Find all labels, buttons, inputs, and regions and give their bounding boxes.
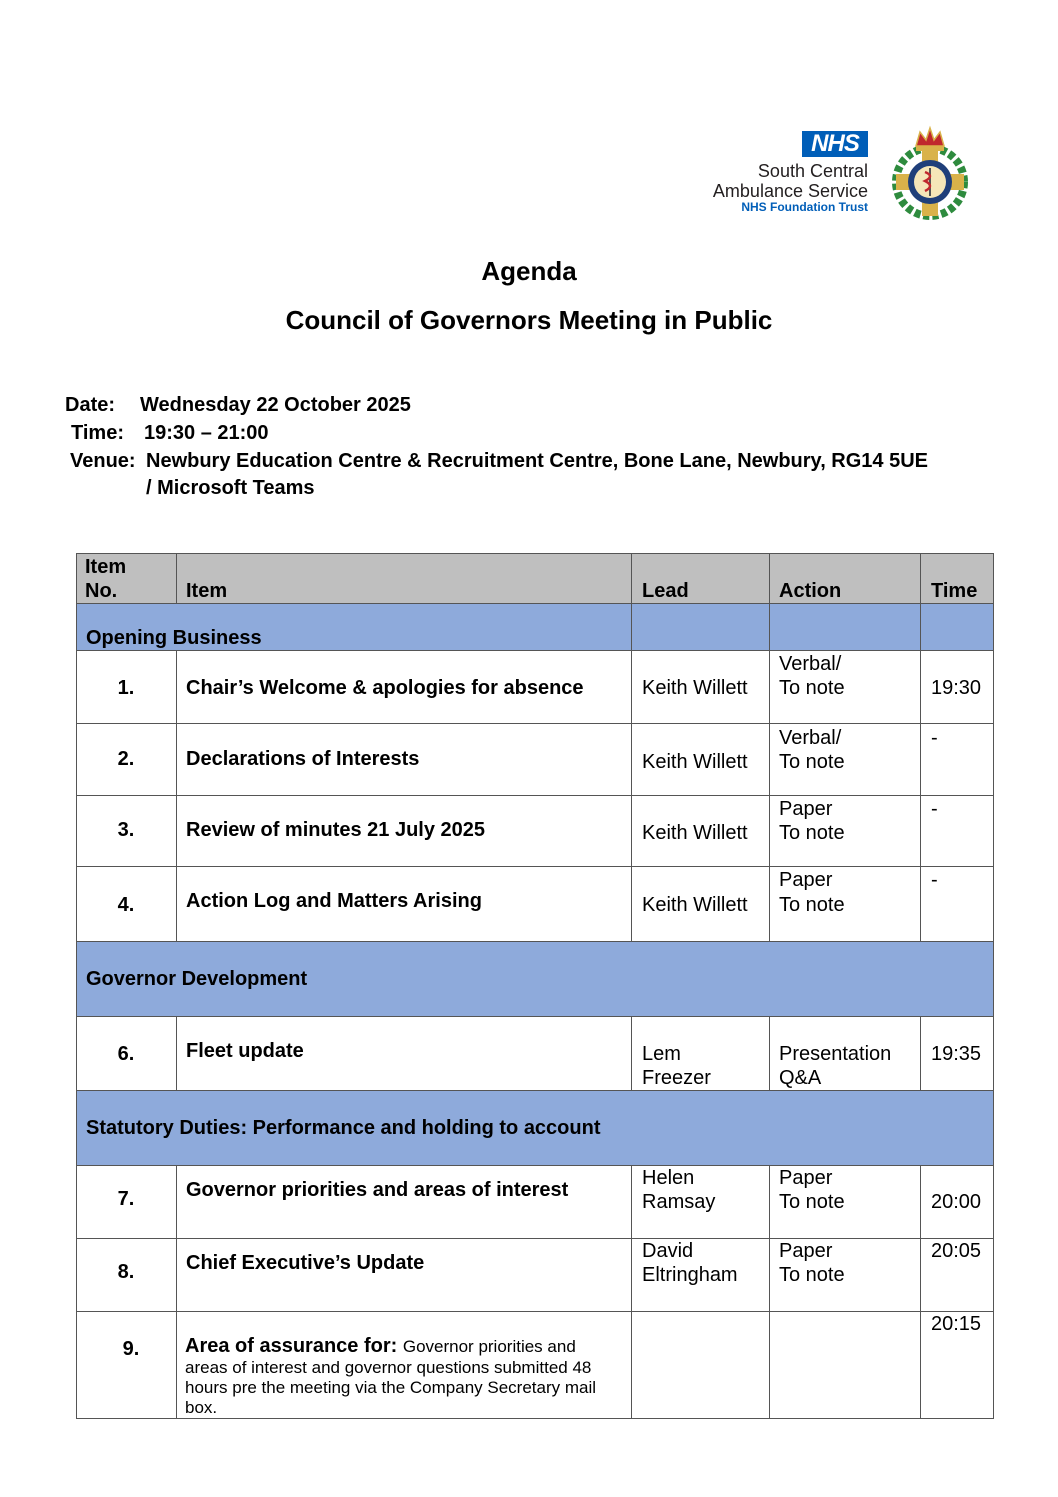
nhs-logo: NHS bbox=[802, 131, 868, 157]
item-title: Declarations of Interests bbox=[186, 748, 420, 770]
item-number: 6. bbox=[117, 1043, 135, 1065]
row9-action-cell bbox=[769, 1311, 921, 1419]
item-title: Governor priorities and areas of interest bbox=[186, 1179, 569, 1201]
agenda-table bbox=[76, 553, 994, 1419]
date-label: Date: bbox=[65, 394, 116, 416]
section-title: Statutory Duties: Performance and holding to account bbox=[86, 1117, 601, 1139]
item-desc-line4: box. bbox=[185, 1398, 218, 1417]
section-opening-lead-cell bbox=[631, 603, 770, 651]
item-lead: Keith Willett bbox=[642, 751, 748, 773]
item-desc-line3: hours pre the meeting via the Company Secretary mail bbox=[185, 1378, 597, 1397]
item-number: 2. bbox=[117, 748, 135, 770]
page-subtitle: Council of Governors Meeting in Public bbox=[285, 305, 773, 335]
item-action-line2: To note bbox=[779, 1264, 845, 1286]
org-name-line2: Ambulance Service bbox=[712, 181, 868, 201]
item-lead: Keith Willett bbox=[642, 894, 748, 916]
item-number: 1. bbox=[117, 677, 135, 699]
venue-label: Venue: bbox=[70, 450, 136, 472]
org-name-line3: NHS Foundation Trust bbox=[741, 200, 868, 214]
item-action-line2: To note bbox=[779, 677, 845, 699]
item-time: 20:05 bbox=[931, 1240, 982, 1262]
row9-lead-cell bbox=[631, 1311, 770, 1419]
header-item: Item bbox=[186, 580, 228, 602]
item-time: 19:35 bbox=[931, 1043, 982, 1065]
row7-item-cell bbox=[176, 1165, 632, 1239]
item-action-line1: Verbal/ bbox=[779, 727, 842, 749]
item-time: - bbox=[931, 869, 938, 891]
item-lead-line1: Helen bbox=[642, 1167, 695, 1189]
item-title-rest: Governor priorities and bbox=[402, 1337, 576, 1356]
item-lead-line2: Freezer bbox=[642, 1067, 711, 1089]
item-title: Fleet update bbox=[186, 1040, 304, 1062]
header-item-no-line1: Item bbox=[85, 556, 127, 578]
header-item-no-line2: No. bbox=[85, 580, 118, 602]
item-number: 3. bbox=[117, 819, 135, 841]
item-action-line2: To note bbox=[779, 894, 845, 916]
item-title-bold: Area of assurance for: bbox=[185, 1335, 398, 1357]
header-lead: Lead bbox=[642, 580, 689, 602]
row8-item-cell bbox=[176, 1238, 632, 1312]
item-action-line1: Paper bbox=[779, 1167, 833, 1189]
item-title: Review of minutes 21 July 2025 bbox=[186, 819, 486, 841]
item-action-line2: To note bbox=[779, 1191, 845, 1213]
time-value: 19:30 – 21:00 bbox=[144, 422, 269, 444]
item-lead-line2: Ramsay bbox=[642, 1191, 716, 1213]
date-value: Wednesday 22 October 2025 bbox=[140, 394, 411, 416]
venue-value-line1: Newbury Education Centre & Recruitment Centre, Bone Lane, Newbury, RG14 5UE bbox=[146, 450, 929, 472]
section-opening-time-cell bbox=[920, 603, 994, 651]
item-lead: Keith Willett bbox=[642, 677, 748, 699]
header-cell-item bbox=[176, 553, 632, 604]
item-title: Action Log and Matters Arising bbox=[186, 890, 482, 912]
item-action-line1: Presentation bbox=[779, 1043, 892, 1065]
header-time: Time bbox=[931, 580, 978, 602]
item-number: 4. bbox=[117, 894, 135, 916]
row9-no-cell bbox=[76, 1311, 177, 1419]
item-time: - bbox=[931, 798, 938, 820]
item-lead-line2: Eltringham bbox=[642, 1264, 738, 1286]
item-time: 20:00 bbox=[931, 1191, 982, 1213]
item-title-line1 bbox=[185, 1334, 576, 1359]
item-action-line1: Paper bbox=[779, 798, 833, 820]
item-action-line2: Q&A bbox=[779, 1067, 822, 1089]
item-number: 8. bbox=[117, 1261, 135, 1283]
item-time: 20:15 bbox=[931, 1313, 982, 1335]
item-action-line2: To note bbox=[779, 822, 845, 844]
item-lead: Keith Willett bbox=[642, 822, 748, 844]
item-time: - bbox=[931, 727, 938, 749]
org-name-line1: South Central bbox=[757, 161, 868, 181]
item-time: 19:30 bbox=[931, 677, 982, 699]
venue-value-line2: / Microsoft Teams bbox=[146, 477, 315, 499]
item-action-line1: Verbal/ bbox=[779, 653, 842, 675]
section-title: Governor Development bbox=[86, 968, 308, 990]
section-title: Opening Business bbox=[86, 627, 262, 649]
item-title: Chair’s Welcome & apologies for absence bbox=[186, 677, 584, 699]
item-action-line2: To note bbox=[779, 751, 845, 773]
section-opening-action-cell bbox=[769, 603, 921, 651]
item-desc-line2: areas of interest and governor questions submitted 48 bbox=[185, 1358, 592, 1377]
item-action-line1: Paper bbox=[779, 869, 833, 891]
item-lead-line1: Lem bbox=[642, 1043, 681, 1065]
item-title: Chief Executive’s Update bbox=[186, 1252, 425, 1274]
item-action-line1: Paper bbox=[779, 1240, 833, 1262]
item-number: 9. bbox=[122, 1338, 140, 1360]
page-title: Agenda bbox=[481, 256, 577, 286]
item-number: 7. bbox=[117, 1188, 135, 1210]
time-label: Time: bbox=[71, 422, 124, 444]
item-lead-line1: David bbox=[642, 1240, 694, 1262]
crest-icon bbox=[892, 124, 968, 220]
header-action: Action bbox=[779, 580, 842, 602]
